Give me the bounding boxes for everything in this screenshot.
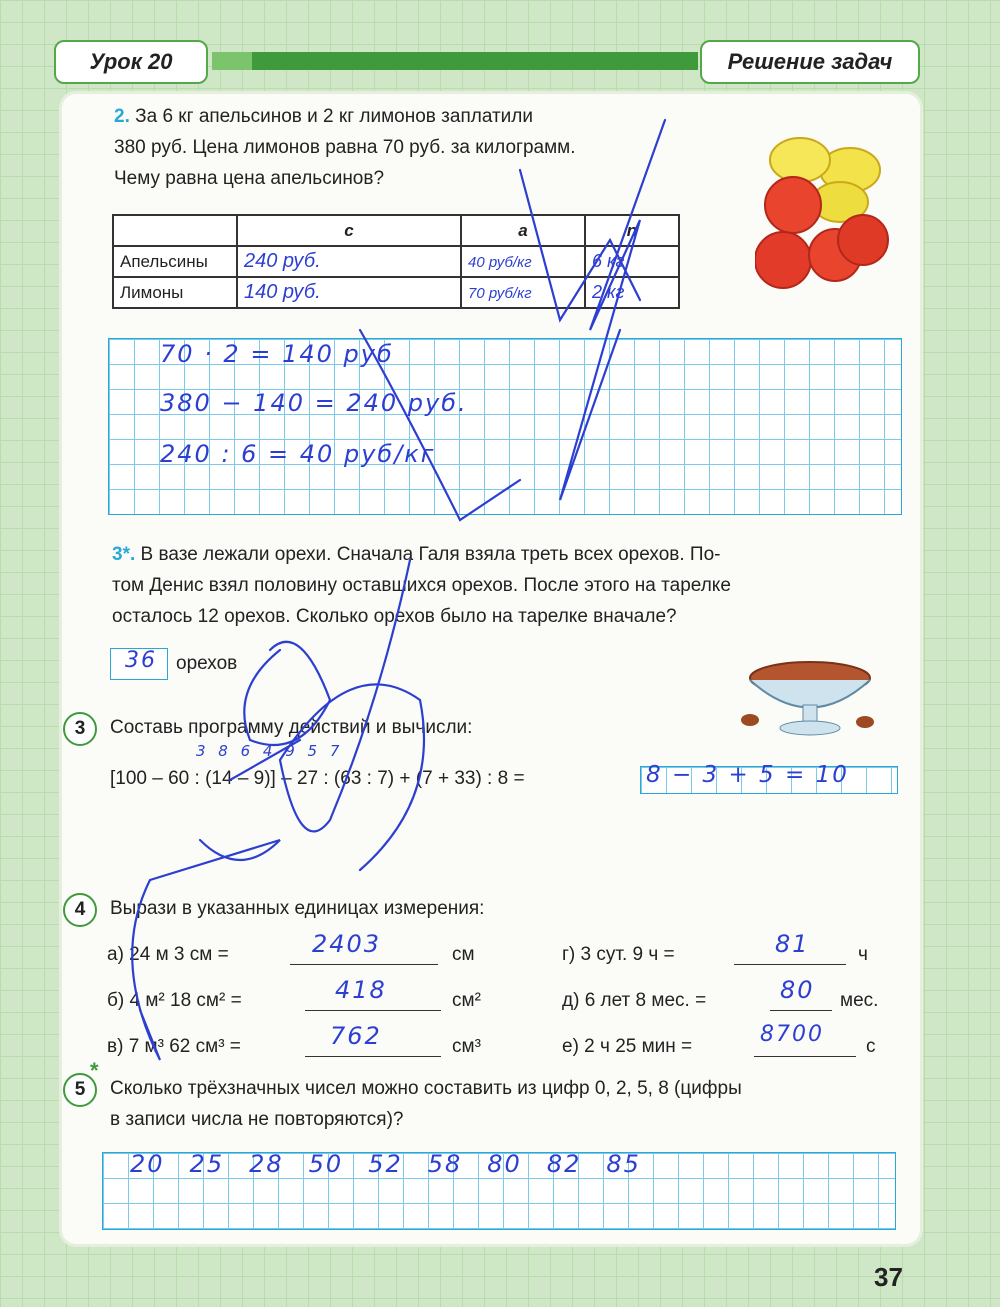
row-label: Лимоны: [113, 277, 237, 308]
task4-label-f: е) 2 ч 25 мин =: [562, 1036, 693, 1057]
task4-unit-b: см²: [452, 990, 481, 1011]
task3star-line1-text: В вазе лежали орехи. Сначала Галя взяла треть всех орехов. По-: [140, 544, 721, 565]
task5-answer-item: 28: [249, 1150, 284, 1178]
page-number: 37: [874, 1262, 903, 1292]
task5-line1: Сколько трёхзначных чисел можно составить из цифр 0, 2, 5, 8 (цифры: [110, 1078, 742, 1099]
task5-answer-item: 85: [606, 1150, 641, 1178]
task3star-answer-unit: орехов: [176, 653, 238, 674]
task3star-answer: 36: [125, 648, 157, 673]
task4-value-b: 418: [335, 976, 387, 1004]
row-quantity[interactable]: 6 кг: [585, 246, 679, 277]
row-price[interactable]: 40 руб/кг: [461, 246, 585, 277]
work-line-2: 380 − 140 = 240 руб.: [160, 389, 468, 417]
task2-line3: Чему равна цена апельсинов?: [114, 168, 385, 189]
task4-value-a: 2403: [312, 930, 382, 958]
task4-label-b: б) 4 м² 18 см² =: [107, 990, 242, 1011]
table-header-a: a: [461, 215, 585, 246]
row-cost[interactable]: 140 руб.: [237, 277, 461, 308]
task5-answer-item: 20: [130, 1150, 165, 1178]
task3-answer: 8 − 3 + 5 = 10: [646, 762, 849, 788]
table-header-c: c: [237, 215, 461, 246]
task4-unit-a: см: [452, 944, 475, 965]
task5-answer-item: 50: [308, 1150, 344, 1178]
task3-title: Составь программу действий и вычисли:: [110, 717, 473, 738]
task3-order-marks: 3 8 6 4 9 5 7: [196, 742, 344, 760]
work-line-3: 240 : 6 = 40 руб/кг: [160, 440, 436, 468]
task4-title: Вырази в указанных единицах измерения:: [110, 898, 485, 919]
task5-star: *: [90, 1058, 99, 1083]
row-price[interactable]: 70 руб/кг: [461, 277, 585, 308]
task4-label-c: в) 7 м³ 62 см³ =: [107, 1036, 241, 1057]
task4-number: 4: [63, 893, 97, 927]
task3-expression: [100 – 60 : (14 – 9)] – 27 : (63 : 7) + (7 + 33) : 8 =: [110, 768, 525, 789]
topic-label: Решение задач: [700, 40, 920, 84]
row-cost[interactable]: 240 руб.: [237, 246, 461, 277]
task4-unit-c: см³: [452, 1036, 481, 1057]
task5-number: 5: [63, 1073, 97, 1107]
task4-value-f: 8700: [760, 1022, 824, 1047]
task4-label-e: д) 6 лет 8 мес. =: [562, 990, 707, 1011]
task5-answer-item: 80: [487, 1150, 522, 1178]
task3star-line3: осталось 12 орехов. Сколько орехов было на тарелке вначале?: [112, 606, 677, 627]
task4-label-d: г) 3 сут. 9 ч =: [562, 944, 675, 965]
task3star-line2: том Денис взял половину оставшихся орехов. После этого на тарелке: [112, 575, 731, 596]
task4-value-d: 81: [775, 930, 810, 958]
task3star-number: 3*.: [112, 544, 136, 565]
task4-unit-f: с: [866, 1036, 876, 1057]
task5-answer-item: 82: [546, 1150, 582, 1178]
lesson-label: Урок 20: [54, 40, 208, 84]
row-quantity[interactable]: 2 кг: [585, 277, 679, 308]
task3-number: 3: [63, 712, 97, 746]
task5-answer-item: 25: [189, 1150, 225, 1178]
work-line-1: 70 · 2 = 140 руб: [160, 340, 394, 368]
table-header-n: n: [585, 215, 679, 246]
row-label: Апельсины: [113, 246, 237, 277]
task4-unit-d: ч: [858, 944, 868, 965]
task4-value-e: 80: [780, 976, 815, 1004]
task2-line2: 380 руб. Цена лимонов равна 70 руб. за килограмм.: [114, 137, 576, 158]
task4-unit-e: мес.: [840, 990, 879, 1011]
task2-number: 2.: [114, 106, 130, 127]
task4-label-a: а) 24 м 3 см =: [107, 944, 229, 965]
task2-line1: За 6 кг апельсинов и 2 кг лимонов заплатили: [135, 106, 533, 127]
task5-line2: в записи числа не повторяются)?: [110, 1109, 404, 1130]
task4-value-c: 762: [330, 1022, 382, 1050]
task5-answer-item: 52: [368, 1150, 403, 1178]
task5-answer-item: 58: [427, 1150, 463, 1178]
